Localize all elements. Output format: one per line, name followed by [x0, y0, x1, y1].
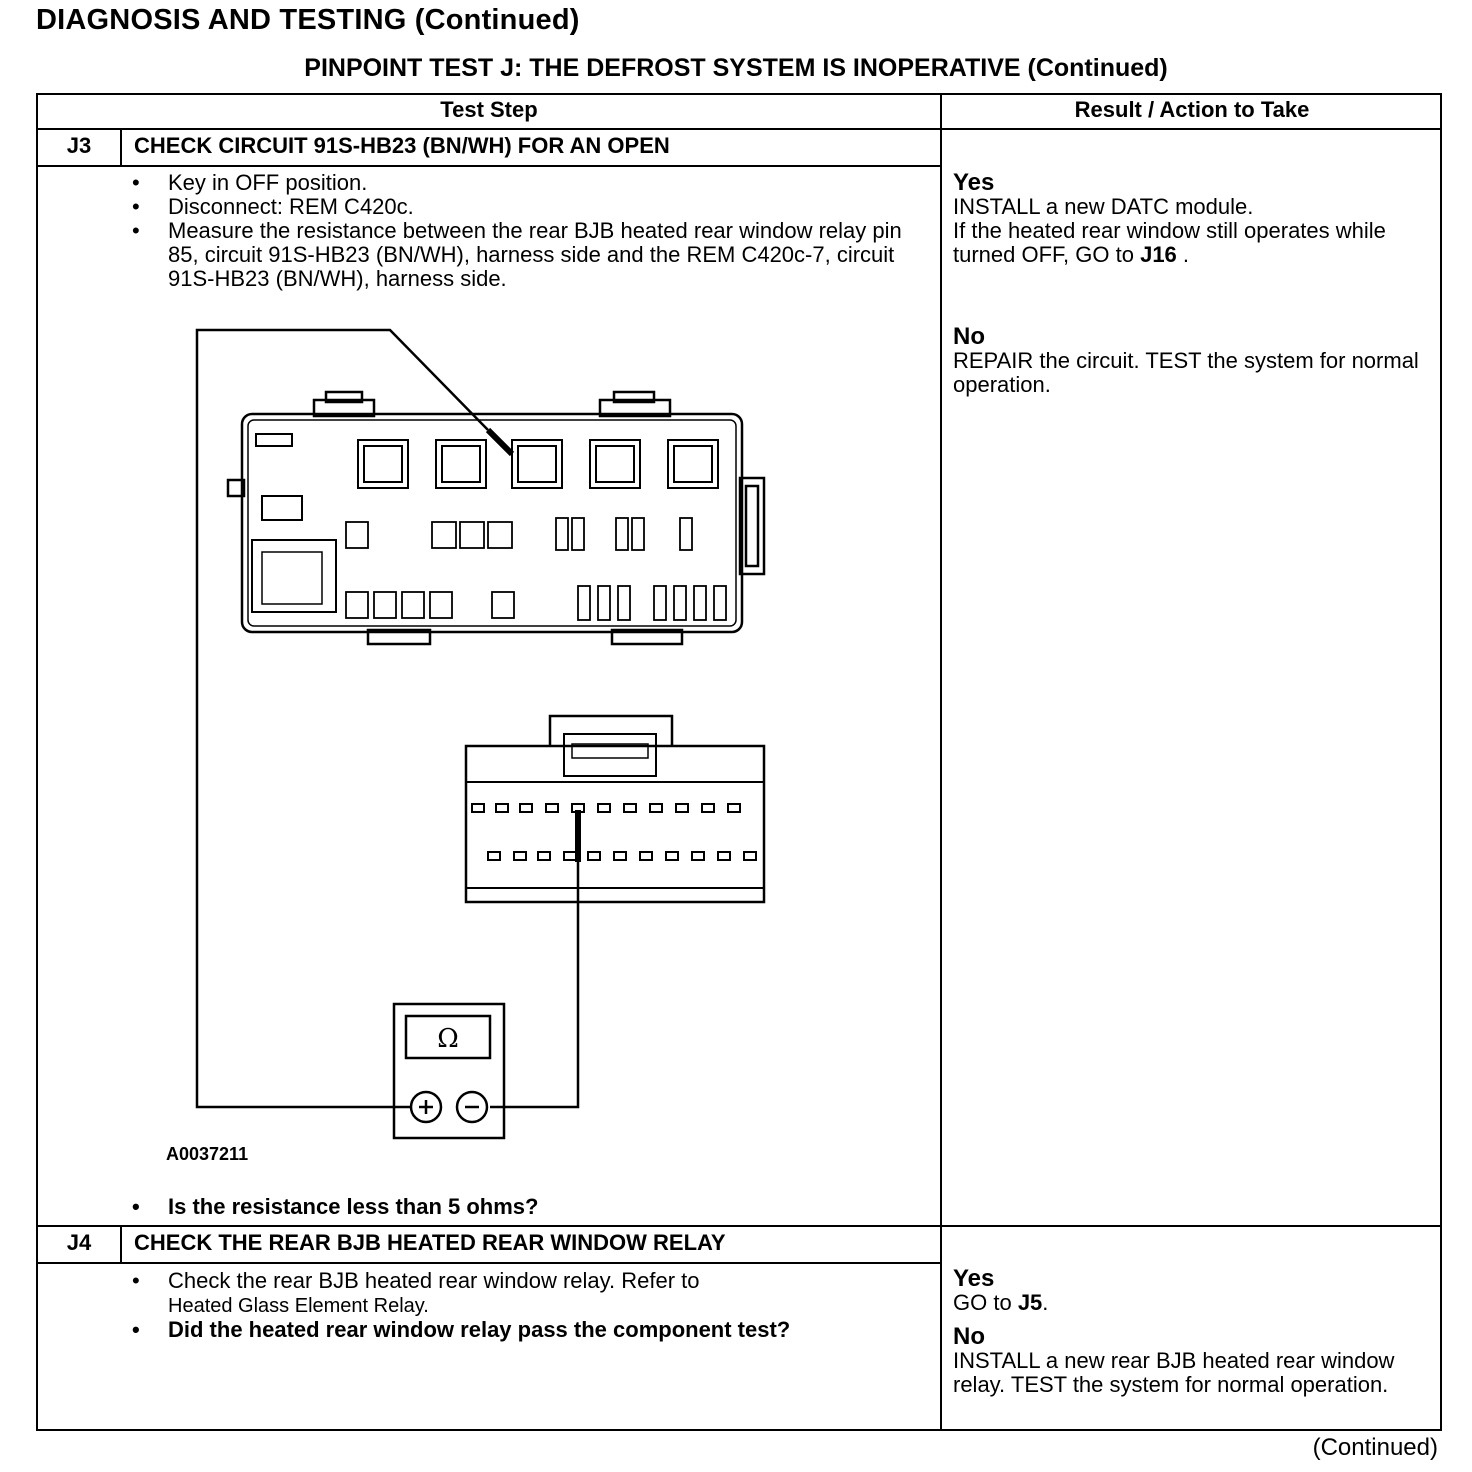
question-text: • Did the heated rear window relay pass the component test? — [132, 1318, 922, 1342]
step-reference-j5[interactable]: J5 — [1017, 1290, 1043, 1315]
column-divider — [940, 95, 942, 1431]
j3-question — [132, 1195, 932, 1219]
step-title-j3: CHECK CIRCUIT 91S-HB23 (BN/WH) FOR AN OPEN — [134, 133, 670, 158]
link-heated-glass-relay[interactable]: Heated Glass Element Relay. — [168, 1295, 429, 1317]
result-no-text: INSTALL a new rear BJB heated rear window relay. TEST the system for normal operation. — [953, 1348, 1395, 1397]
ohm-symbol: Ω — [437, 1024, 459, 1054]
result-yes-text: GO to J5. — [953, 1290, 1049, 1315]
result-j4 — [953, 1267, 1438, 1397]
j3-title-divider — [38, 165, 940, 167]
header-divider — [38, 128, 1442, 130]
bullet-item: • Measure the resistance between the rear BJB heated rear window relay pin 85, circuit 91S-HB23 (BN/WH), harness side and the REM C420c-7, circuit 91S-HB23 (BN/WH), harness side. — [132, 219, 922, 291]
pinpoint-table — [36, 93, 1442, 1431]
result-yes-label: Yes — [953, 169, 995, 196]
result-j3 — [953, 171, 1433, 397]
column-header-result: Result / Action to Take — [1074, 97, 1310, 122]
result-yes-text: INSTALL a new DATC module. — [953, 194, 1254, 219]
step-id-j3: J3 — [66, 133, 92, 158]
page-title: DIAGNOSIS AND TESTING (Continued) — [36, 4, 580, 36]
result-no-label: No — [953, 1323, 985, 1350]
question-text: • Is the resistance less than 5 ohms? — [132, 1195, 932, 1219]
j3-id-divider — [120, 128, 122, 167]
result-yes-label: Yes — [953, 1265, 995, 1292]
column-header-test-step: Test Step — [440, 97, 538, 122]
step-id-j4: J4 — [66, 1230, 92, 1255]
bullet-item: • Key in OFF position. — [132, 171, 922, 195]
bullet-item: • Check the rear BJB heated rear window relay. Refer to Heated Glass Element Relay. — [132, 1269, 922, 1318]
continued-label: (Continued) — [1312, 1434, 1438, 1461]
j4-title-divider — [38, 1262, 940, 1264]
result-no-label: No — [953, 323, 985, 350]
j4-divider — [38, 1225, 1442, 1227]
step-reference-j16[interactable]: J16 — [1140, 242, 1177, 267]
j4-id-divider — [120, 1225, 122, 1264]
page-subtitle: PINPOINT TEST J: THE DEFROST SYSTEM IS INOPERATIVE (Continued) — [304, 54, 1168, 82]
figure-id: A0037211 — [166, 1144, 249, 1164]
step-body-j4 — [132, 1269, 922, 1342]
result-yes-text-2: If the heated rear window still operates while turned OFF, GO to J16 . — [953, 218, 1386, 267]
bullet-item: • Disconnect: REM C420c. — [132, 195, 922, 219]
step-title-j4: CHECK THE REAR BJB HEATED REAR WINDOW RELAY — [134, 1230, 726, 1255]
step-body-j3 — [132, 171, 922, 291]
result-no-text: REPAIR the circuit. TEST the system for normal operation. — [953, 348, 1419, 397]
